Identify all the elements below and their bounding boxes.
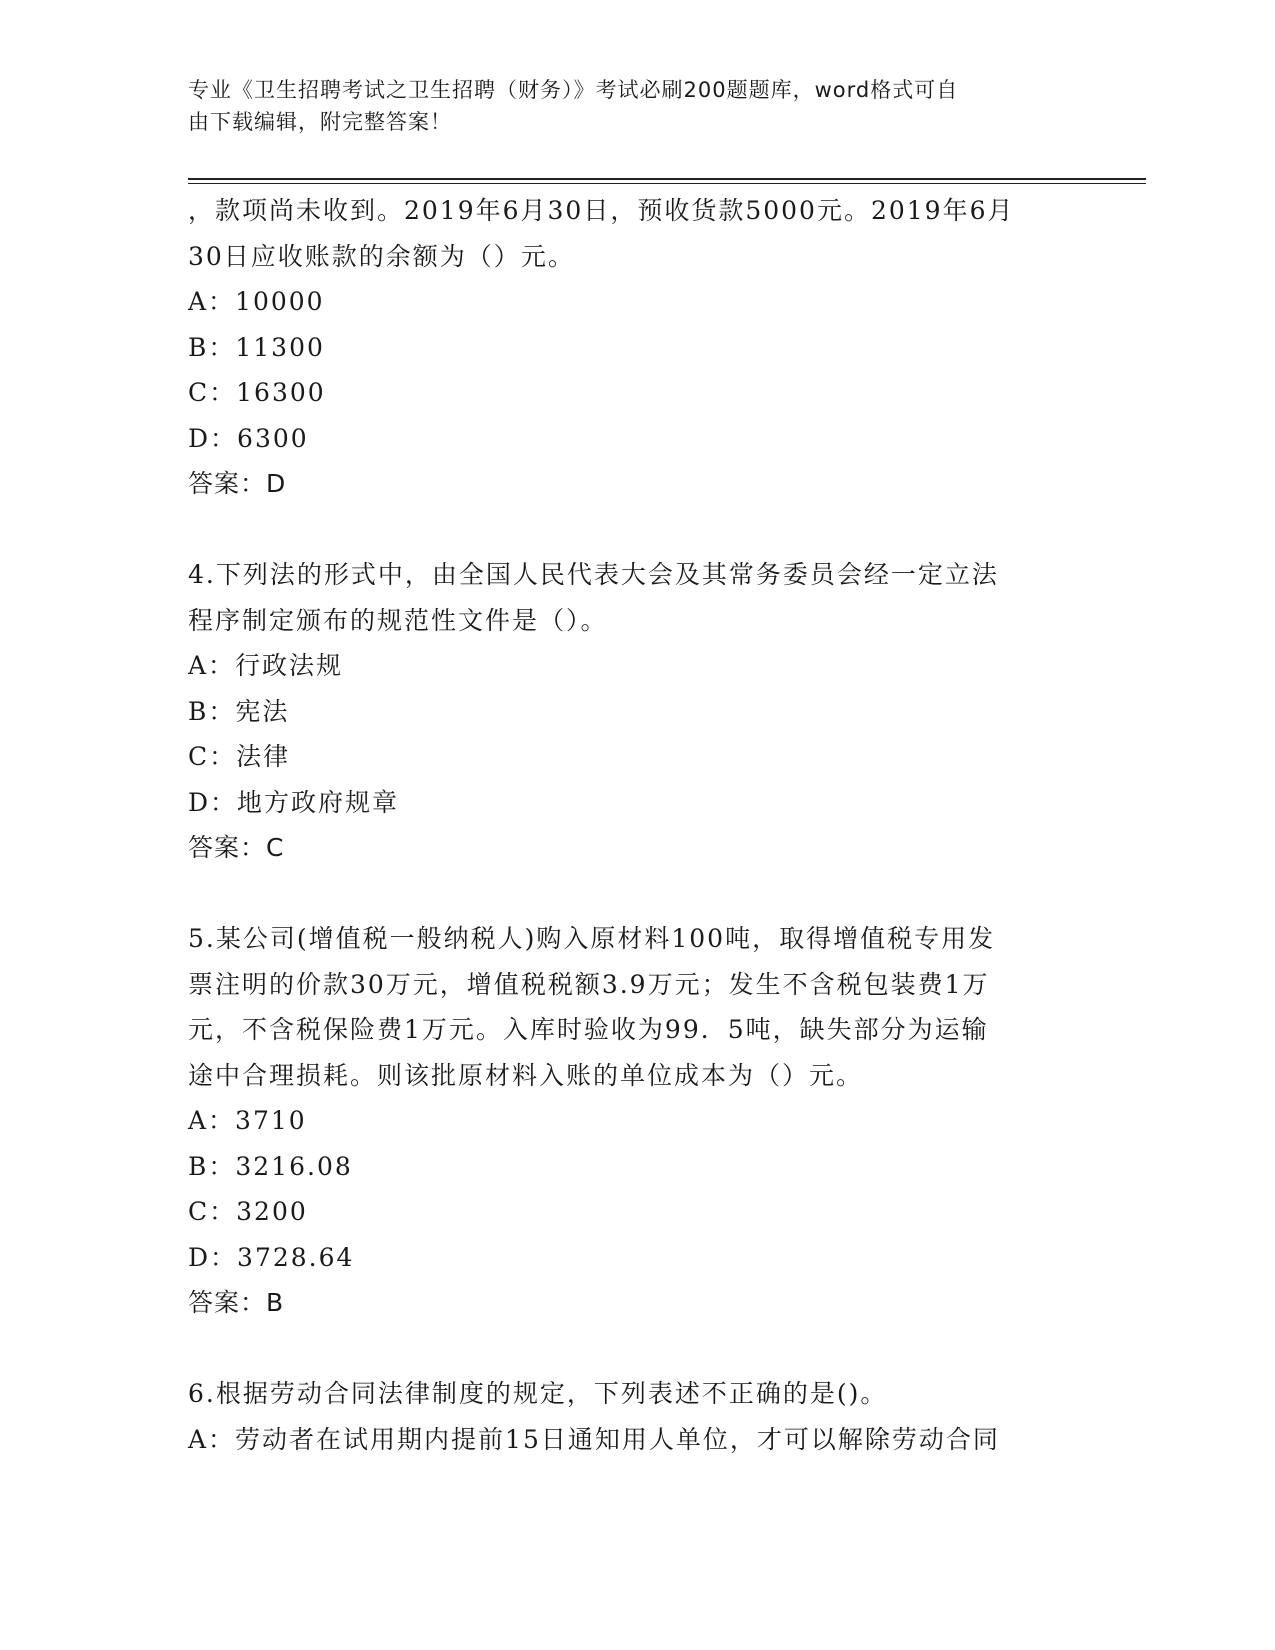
- option-a: A：劳动者在试用期内提前15日通知用人单位，才可以解除劳动合同: [188, 1424, 1000, 1454]
- question-text-line: 途中合理损耗。则该批原材料入账的单位成本为（）元。: [188, 1060, 864, 1090]
- option-b: B：11300: [188, 332, 325, 362]
- question-4: [188, 552, 1068, 871]
- header-line-1: 专业《卫生招聘考试之卫生招聘（财务）》考试必刷200题题库，word格式可自: [188, 78, 959, 102]
- answer-line: 答案：C: [188, 833, 285, 862]
- question-text-line: 元，不含税保险费1万元。入库时验收为99．5吨，缺失部分为运输: [188, 1015, 989, 1044]
- header-line-2: 由下载编辑，附完整答案！: [188, 110, 452, 134]
- option-a: A：10000: [188, 287, 325, 316]
- question-spacer: [188, 1326, 1068, 1372]
- option-c: C：16300: [188, 378, 326, 407]
- document-header: [188, 74, 1068, 138]
- option-c: C：法律: [188, 742, 291, 771]
- question-text-line: 6.根据劳动合同法律制度的规定，下列表述不正确的是()。: [188, 1379, 888, 1408]
- option-a: A：3710: [188, 1106, 307, 1135]
- option-a: A：行政法规: [188, 651, 344, 680]
- question-text-line: 票注明的价款30万元，增值税税额3.9万元；发生不含税包装费1万: [188, 969, 990, 999]
- option-c: C：3200: [188, 1197, 308, 1226]
- answer-line: 答案：D: [188, 469, 287, 498]
- question-6: [188, 1371, 1068, 1462]
- question-3: [188, 188, 1068, 507]
- question-text-line: 30日应收账款的余额为（）元。: [188, 241, 575, 271]
- option-d: D：地方政府规章: [188, 787, 400, 817]
- option-b: B：3216.08: [188, 1151, 353, 1181]
- question-text-line: 4.下列法的形式中，由全国人民代表大会及其常务委员会经一定立法: [188, 560, 999, 589]
- header-divider-thin: [188, 183, 1146, 184]
- option-d: D：3728.64: [188, 1242, 355, 1272]
- header-divider-thick: [188, 178, 1146, 180]
- question-text-line: 5.某公司(增值税一般纳税人)购入原材料100吨，取得增值税专用发: [188, 924, 996, 953]
- question-text-line: ，款项尚未收到。2019年6月30日，预收货款5000元。2019年6月: [188, 196, 1015, 225]
- question-list: [188, 188, 1068, 1462]
- question-5: [188, 916, 1068, 1326]
- option-d: D：6300: [188, 423, 309, 453]
- option-b: B：宪法: [188, 696, 290, 726]
- question-text-line: 程序制定颁布的规范性文件是（）。: [188, 605, 608, 635]
- question-spacer: [188, 507, 1068, 553]
- answer-line: 答案：B: [188, 1288, 285, 1317]
- question-spacer: [188, 871, 1068, 917]
